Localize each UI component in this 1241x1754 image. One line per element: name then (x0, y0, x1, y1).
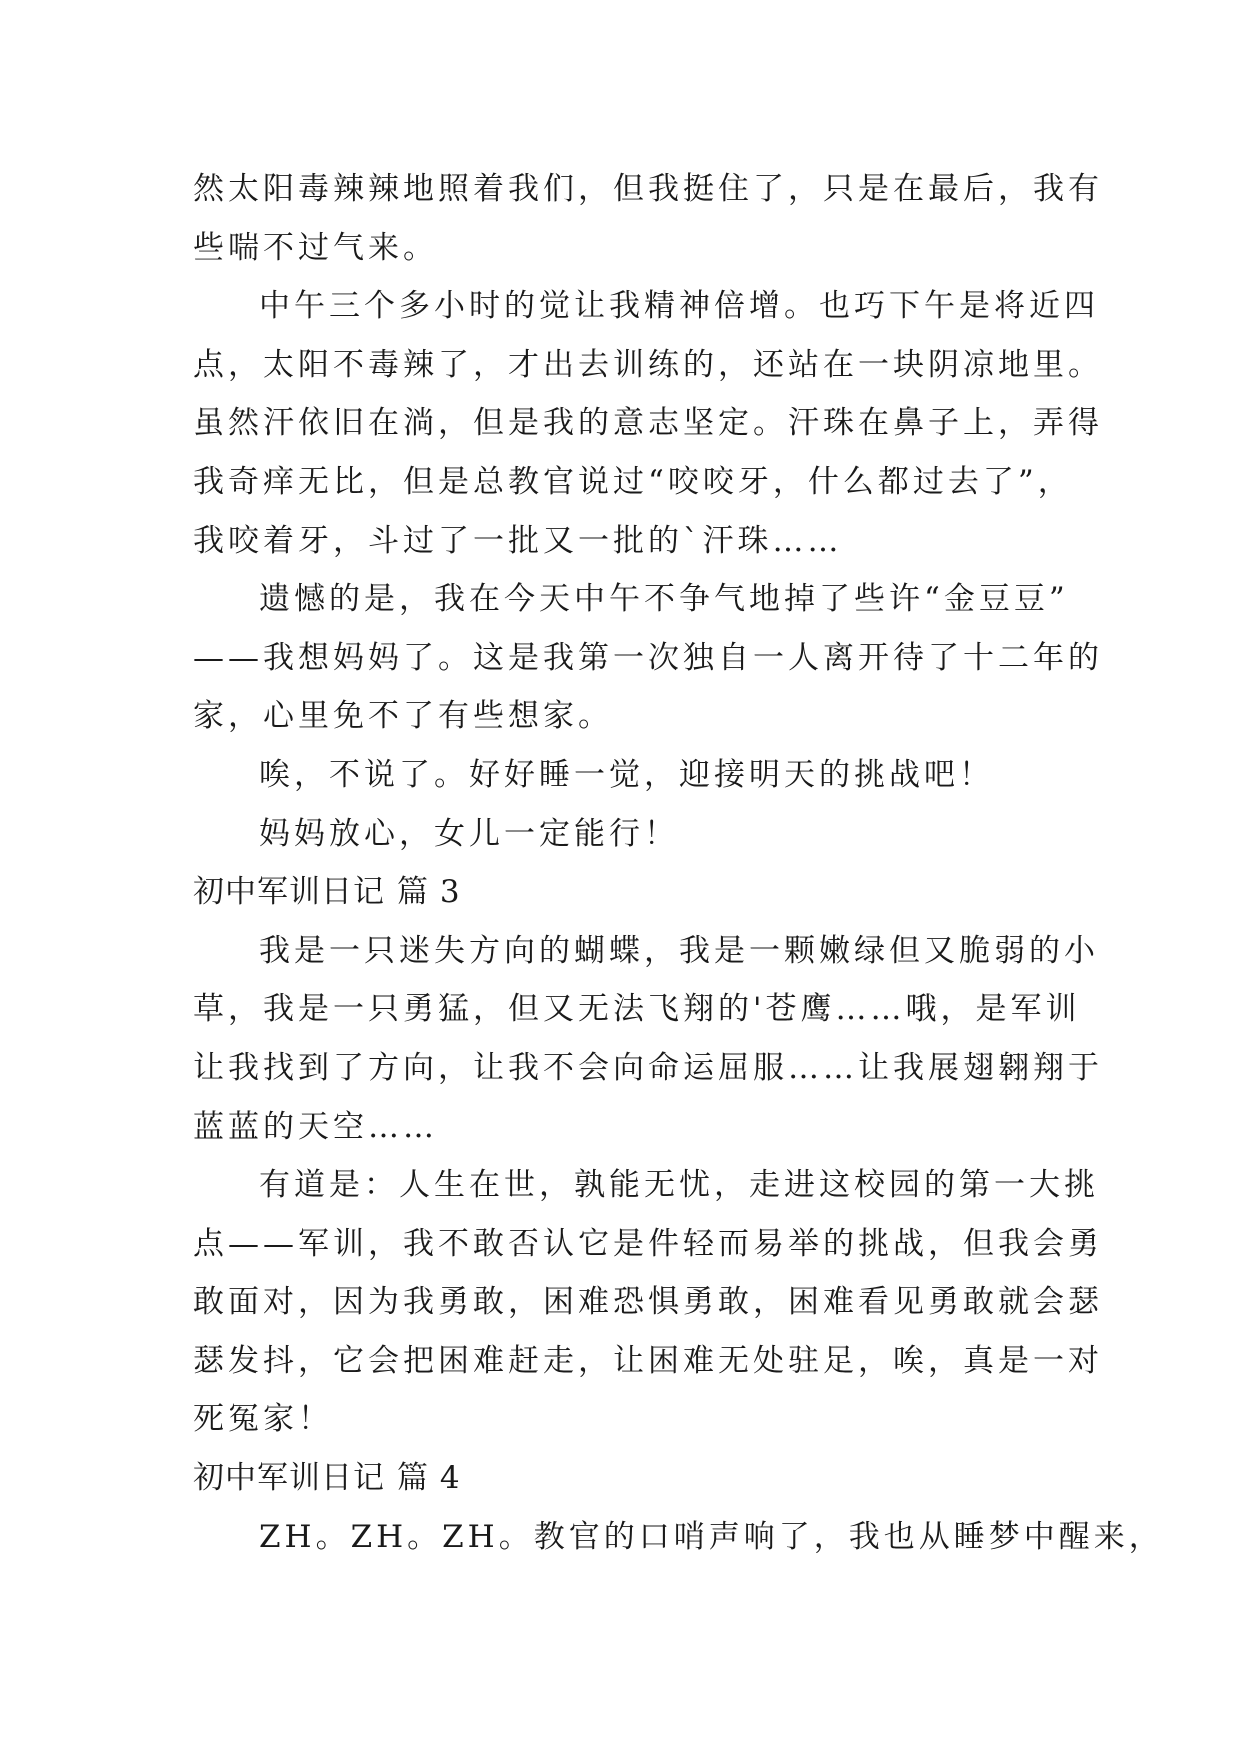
paragraph-first-line: 唉，不说了。好好睡一觉，迎接明天的挑战吧！ (259, 756, 994, 793)
paragraph-first-line: ZH。ZH。ZH。教官的口哨声响了，我也从睡梦中醒来， (259, 1518, 1164, 1555)
paragraph-line: 家，心里免不了有些想家。 (193, 698, 613, 735)
paragraph-line: 我咬着牙，斗过了一批又一批的`汗珠…… (193, 522, 843, 559)
section-heading-part: 篇 4 (397, 1460, 461, 1497)
paragraph-line: 草，我是一只勇猛，但又无法飞翔的'苍鹰……哦，是军训 (193, 991, 1081, 1028)
paragraph-line: ——我想妈妈了。这是我第一次独自一人离开待了十二年的 (193, 639, 1103, 676)
paragraph-line: 瑟发抖，它会把困难赶走，让困难无处驻足，唉，真是一对 (193, 1342, 1103, 1379)
section-heading-part: 篇 3 (397, 874, 461, 911)
paragraph-line: 虽然汗依旧在淌，但是我的意志坚定。汗珠在鼻子上，弄得 (193, 405, 1103, 442)
section-heading-title: 初中军训日记 (193, 1460, 385, 1497)
paragraph-first-line: 有道是：人生在世，孰能无忧，走进这校园的第一大挑 (259, 1167, 1099, 1204)
paragraph-first-line: 遗憾的是，我在今天中午不争气地掉了些许“金豆豆” (259, 581, 1069, 618)
section-heading (193, 863, 1063, 922)
paragraph-first-line: 我是一只迷失方向的蝴蝶，我是一颗嫩绿但又脆弱的小 (259, 932, 1099, 969)
paragraph-line: 我奇痒无比，但是总教官说过“咬咬牙，什么都过去了”， (193, 463, 1073, 500)
paragraph-line: 点，太阳不毒辣了，才出去训练的，还站在一块阴凉地里。 (193, 346, 1103, 383)
document-page (193, 160, 1164, 1566)
paragraph-line: 蓝蓝的天空…… (193, 1108, 438, 1145)
paragraph-line: 然太阳毒辣辣地照着我们，但我挺住了，只是在最后，我有 (193, 171, 1103, 207)
paragraph-line: 些喘不过气来。 (193, 229, 438, 266)
paragraph-first-line: 中午三个多小时的觉让我精神倍增。也巧下午是将近四 (259, 288, 1099, 325)
paragraph-first-line: 妈妈放心，女儿一定能行！ (259, 815, 679, 852)
section-heading (193, 1449, 1063, 1508)
paragraph-line: 让我找到了方向，让我不会向命运屈服……让我展翅翱翔于 (193, 1049, 1103, 1086)
paragraph-line: 死冤家！ (193, 1401, 333, 1438)
paragraph-line: 敢面对，因为我勇敢，困难恐惧勇敢，困难看见勇敢就会瑟 (193, 1284, 1103, 1321)
paragraph-line: 点——军训，我不敢否认它是件轻而易举的挑战，但我会勇 (193, 1225, 1103, 1262)
section-heading-title: 初中军训日记 (193, 874, 385, 911)
